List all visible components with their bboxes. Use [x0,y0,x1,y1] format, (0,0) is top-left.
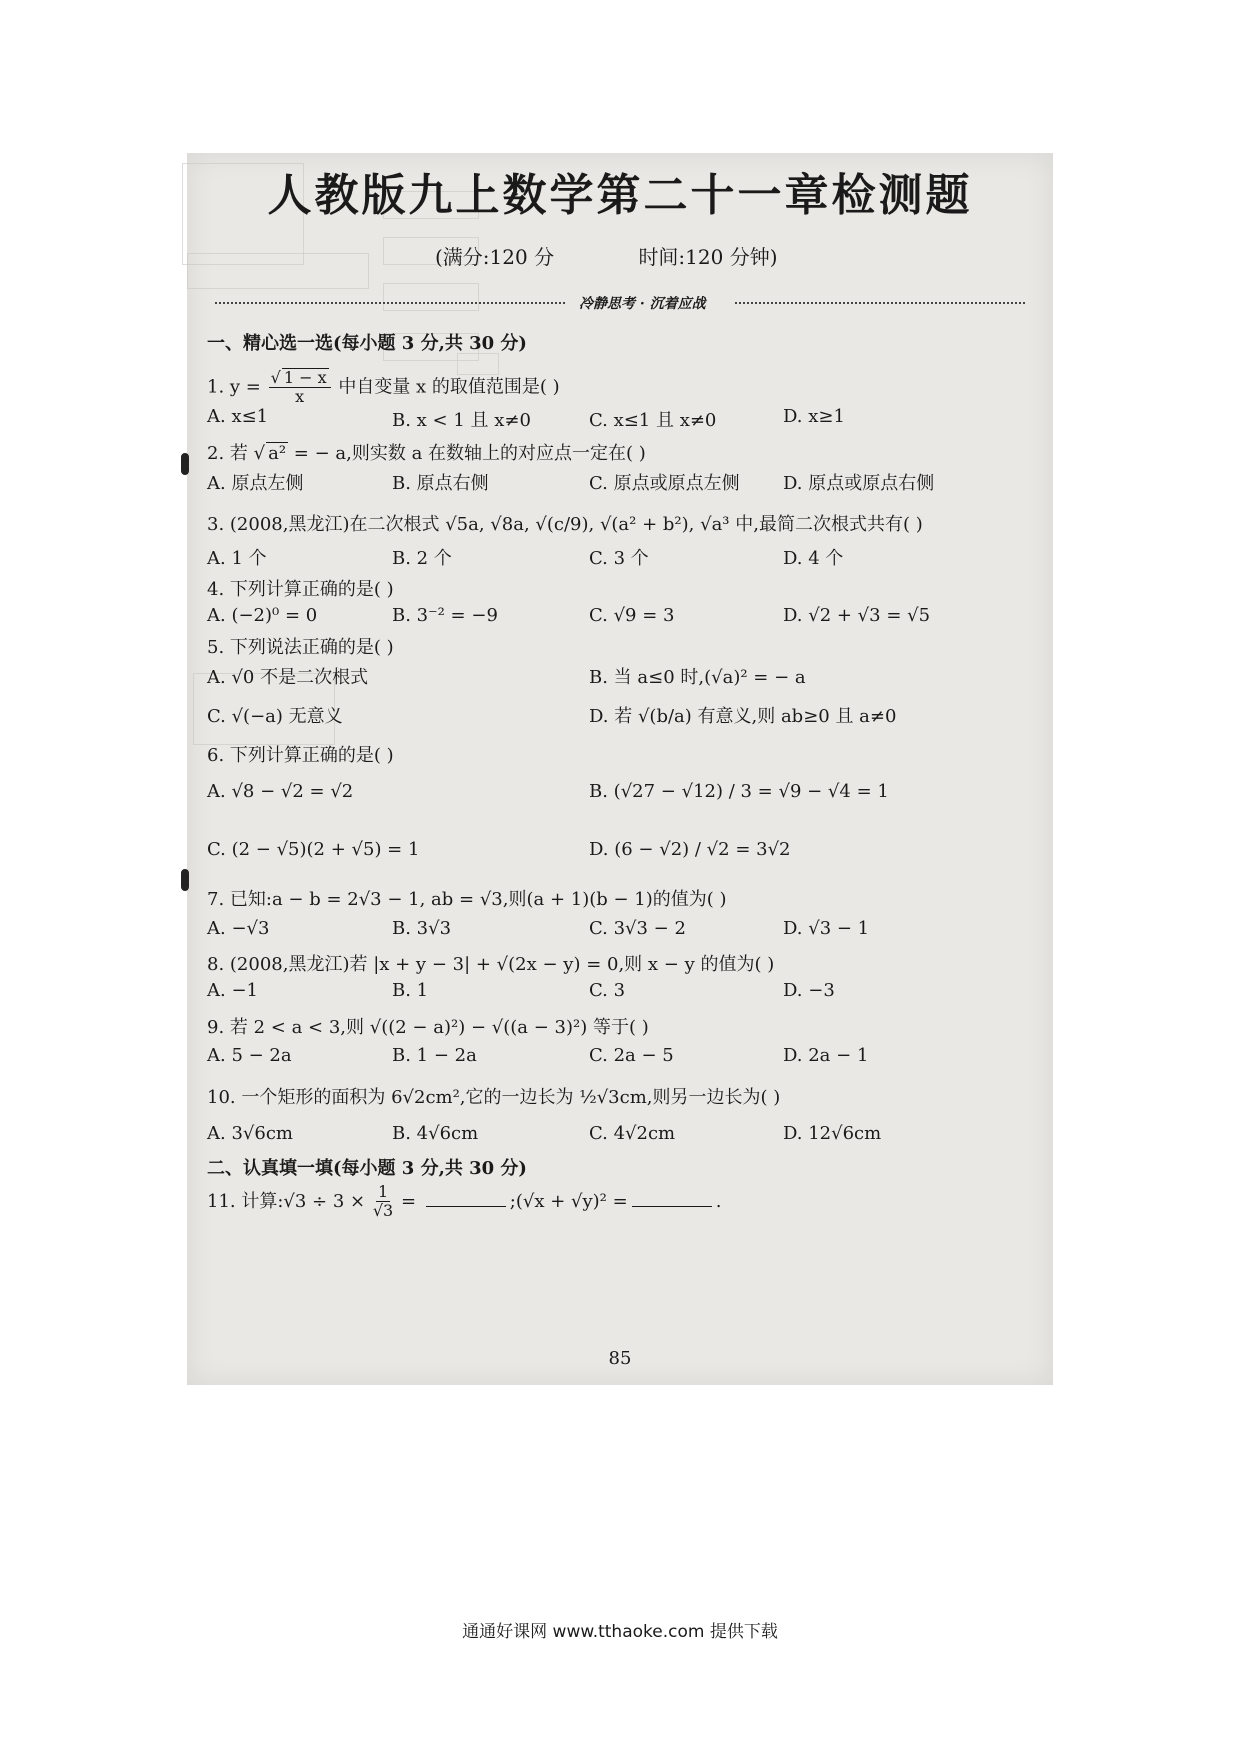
option-b: B. 1 − 2a [392,1045,477,1066]
fraction-numerator: √ 1 − x [269,368,331,388]
download-footer: 通通好课网 www.tthaoke.com 提供下载 [462,1622,778,1642]
dotted-rule [215,302,565,304]
option-c: C. 3 [589,980,626,1001]
option-b: B. 当 a≤0 时,(√a)² = − a [589,667,806,688]
scanned-exam-page [187,153,1053,1385]
option-b: B. x < 1 且 x≠0 [392,410,531,431]
option-a: A. 3√6cm [207,1123,293,1144]
option-d: D. √2 + √3 = √5 [783,605,931,626]
question-8: 8. (2008,黑龙江)若 |x + y − 3| + √(2x − y) = 0,则 x − y 的值为( ) [207,954,775,975]
option-b: B. 1 [392,980,429,1001]
option-c: C. x≤1 且 x≠0 [589,410,717,431]
option-d: D. x≥1 [783,406,845,427]
dotted-rule [735,302,1025,304]
option-c: C. 2a − 5 [589,1045,674,1066]
option-b: B. 原点右侧 [392,473,489,494]
option-a: A. −√3 [207,918,270,939]
radicand: a² [268,443,287,464]
option-b: B. 3√3 [392,918,452,939]
question-5: 5. 下列说法正确的是( ) [207,637,394,658]
option-d: D. 若 √(b/a) 有意义,则 ab≥0 且 a≠0 [589,706,897,727]
option-a: A. −1 [207,980,258,1001]
fraction [269,368,331,407]
binding-hole-mark [181,453,189,475]
page-title: 人教版九上数学第二十一章检测题 [267,170,973,221]
question-7: 7. 已知:a − b = 2√3 − 1, ab = √3,则(a + 1)(b − 1)的值为( ) [207,889,727,910]
option-c: C. √9 = 3 [589,605,675,626]
option-b: B. 2 个 [392,548,452,569]
option-d: D. 4 个 [783,548,844,569]
page-number: 85 [608,1348,632,1369]
option-d: D. −3 [783,980,835,1001]
option-c: C. √(−a) 无意义 [207,706,343,727]
exam-time: 时间:120 分钟) [638,245,778,269]
answer-blank[interactable] [632,1206,712,1207]
motto: 冷静思考 · 沉着应战 [573,293,712,313]
exam-info [435,241,856,270]
option-d: D. 原点或原点右侧 [783,473,935,494]
question-2: 2. 若 √ a² = − a,则实数 a 在数轴上的对应点一定在( ) [207,443,646,464]
option-b: B. (√27 − √12) / 3 = √9 − √4 = 1 [589,781,889,802]
question-1-stem: 中自变量 x 的取值范围是( ) [338,376,560,398]
section-heading-choice: 一、精心选一选(每小题 3 分,共 30 分) [207,333,527,354]
fraction-denominator: x [295,387,305,407]
answer-blank[interactable] [426,1206,506,1207]
option-c: C. 3√3 − 2 [589,918,686,939]
option-a: A. 1 个 [207,548,267,569]
motto-divider [215,293,1025,313]
question-1 [207,368,560,407]
full-score: (满分:120 分 [435,245,555,269]
question-4: 4. 下列计算正确的是( ) [207,579,394,600]
option-c: C. (2 − √5)(2 + √5) = 1 [207,839,420,860]
option-c: C. 3 个 [589,548,649,569]
option-a: A. 5 − 2a [207,1045,292,1066]
question-6: 6. 下列计算正确的是( ) [207,745,394,766]
option-c: C. 4√2cm [589,1123,676,1144]
option-b: B. 3⁻² = −9 [392,605,498,626]
binding-hole-mark [181,869,189,891]
question-10: 10. 一个矩形的面积为 6√2cm²,它的一边长为 ½√3cm,则另一边长为( ) [207,1087,781,1108]
option-a: A. x≤1 [207,406,269,427]
option-a: A. 原点左侧 [207,473,304,494]
option-d: D. 2a − 1 [783,1045,869,1066]
option-b: B. 4√6cm [392,1123,479,1144]
option-a: A. √0 不是二次根式 [207,667,369,688]
question-3: 3. (2008,黑龙江)在二次根式 √5a, √8a, √(c/9), √(a² + b²), √a³ 中,最简二次根式共有( ) [207,514,923,535]
question-1-prefix: 1. y = [207,376,261,398]
question-11: 11. 计算:√3 ÷ 3 × $\frac{1}{√3}$ = ;(√x + √y)² = . [207,1182,722,1221]
section-heading-fill: 二、认真填一填(每小题 3 分,共 30 分) [207,1158,527,1179]
option-d: D. √3 − 1 [783,918,870,939]
question-9: 9. 若 2 < a < 3,则 √((2 − a)²) − √((a − 3)²) 等于( ) [207,1017,649,1038]
option-c: C. 原点或原点左侧 [589,473,740,494]
fraction: $\frac{1}{√3}$ [372,1182,394,1221]
option-d: D. (6 − √2) / √2 = 3√2 [589,839,791,860]
option-a: A. (−2)⁰ = 0 [207,605,318,626]
option-d: D. 12√6cm [783,1123,882,1144]
option-a: A. √8 − √2 = √2 [207,781,354,802]
